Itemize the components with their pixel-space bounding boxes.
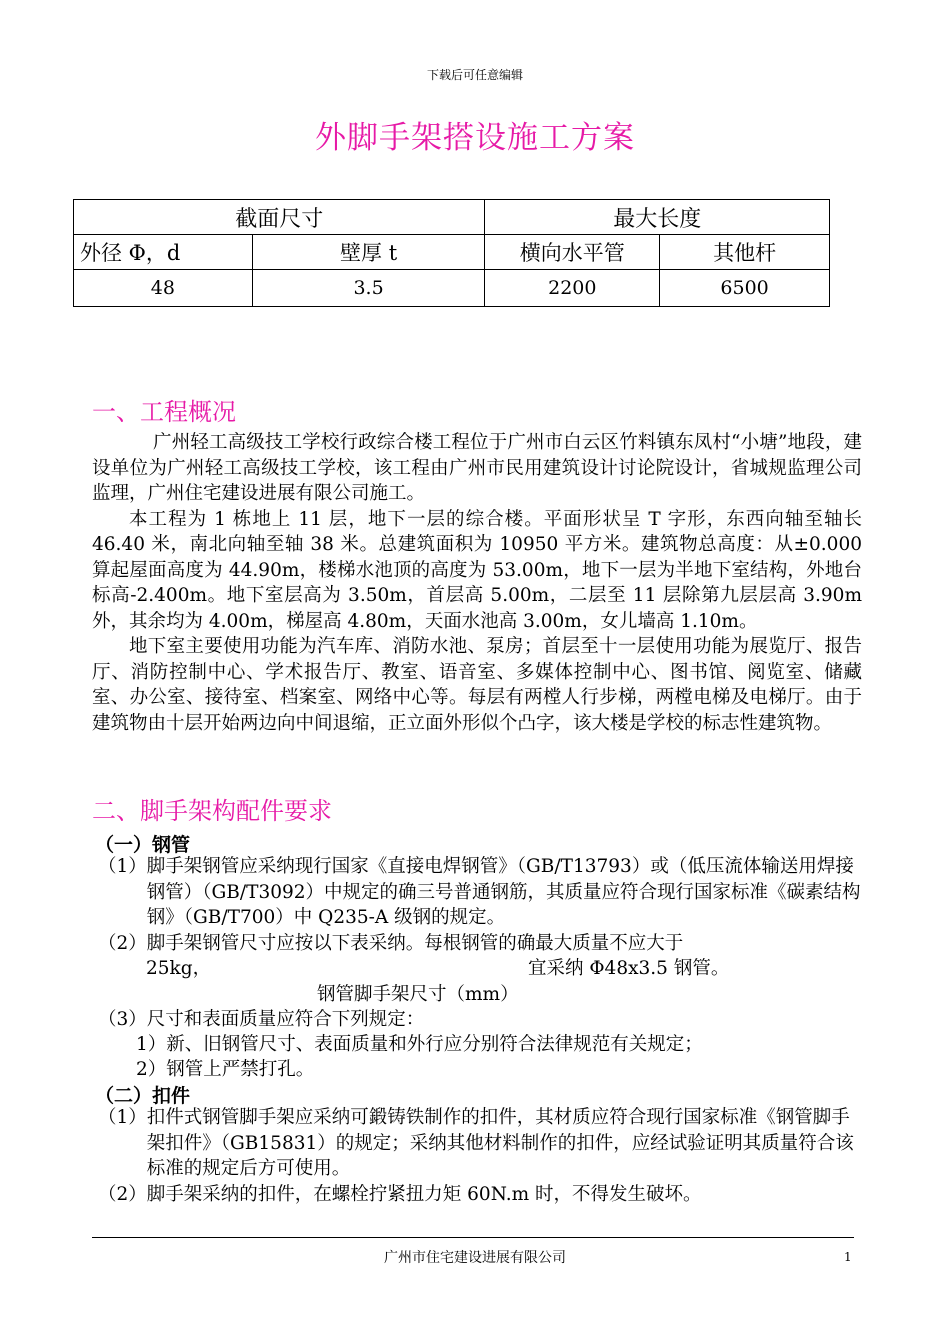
- list-item: [98, 1182, 868, 1208]
- item-number: （1）: [98, 856, 147, 877]
- table-caption: 钢管脚手架尺寸（mm）: [317, 984, 519, 1005]
- table-cell: 横向水平管: [485, 235, 660, 270]
- footer-company: 广州市住宅建设进展有限公司: [384, 1250, 566, 1266]
- list-item: [98, 854, 868, 931]
- subheading-fasteners: （二）扣件: [95, 1085, 191, 1107]
- item-text: 25kg，: [146, 958, 212, 979]
- overview-body: [92, 430, 862, 736]
- section-heading-components: 二、脚手架构配件要求: [92, 797, 332, 825]
- paragraph: 地下室主要使用功能为汽车库、消防水池、泵房；首层至十一层使用功能为展览厅、报告厅、消防控制中心、学术报告厅、教室、语音室、多媒体控制中心、图书馆、阅览室、储藏室、办公室、接待室、档案室、网络中心等。每层有两樘人行步梯，两樘电梯及电梯厅。由于建筑物由十层开始两边向中间退缩，正立面外形似个凸字，该大楼是学校的标志性建筑物。: [92, 636, 862, 734]
- table-cell: 48: [74, 270, 253, 307]
- table-row: [74, 270, 830, 307]
- table-cell: 最大长度: [485, 200, 830, 235]
- item-text: 脚手架钢管应采纳现行国家《直接电焊钢管》（GB/T13793）或（低压流体输送用焊接钢管）（GB/T3092）中规定的确三号普通钢筋，其质量应符合现行国家标准《碳素结构钢》（GB/T700）中 Q235-A 级钢的规定。: [146, 856, 861, 928]
- sub-item: 2）钢管上严禁打孔。: [136, 1059, 315, 1080]
- sub-item: 1）新、旧钢管尺寸、表面质量和外行应分别符合法律规范有关规定；: [136, 1034, 703, 1055]
- table-cell: 壁厚 t: [252, 235, 485, 270]
- spec-table: [73, 199, 830, 307]
- item-text: 尺寸和表面质量应符合下列规定：: [146, 1009, 425, 1030]
- item-number: （3）: [98, 1009, 147, 1030]
- paragraph: 本工程为 1 栋地上 11 层，地下一层的综合楼。平面形状呈 T 字形，东西向轴至轴长 46.40 米，南北向轴至轴 38 米。总建筑面积为 10950 平方米。建筑物总高度：从±0.000 算起屋面高度为 44.90m，楼梯水池顶的高度为 53.00m，地下一层为半地下室结构，外地台标高-2.400m。地下室层高为 3.50m，首层高 5.00m，二层至 11 层除第九层层高 3.90m 外，其余均为 4.00m，梯屋高 4.80m，天面水池高 3.00m，女儿墙高 1.10m。: [92, 508, 862, 632]
- item-text: 脚手架钢管尺寸应按以下表采纳。每根钢管的确最大质量不应大于: [146, 933, 684, 954]
- footer-divider: [92, 1237, 854, 1238]
- list-item: [98, 1007, 868, 1033]
- list-item: [98, 1105, 868, 1182]
- table-cell: 6500: [660, 270, 830, 307]
- document-title: 外脚手架搭设施工方案: [315, 120, 635, 156]
- table-row: [74, 235, 830, 270]
- item-number: （2）: [98, 1184, 147, 1205]
- item-text: 脚手架采纳的扣件，在螺栓拧紧扭力矩 60N.m 时，不得发生破坏。: [146, 1184, 702, 1205]
- table-cell: 2200: [485, 270, 660, 307]
- table-cell: 截面尺寸: [74, 200, 485, 235]
- page-number: 1: [844, 1250, 852, 1264]
- item-number: （1）: [98, 1107, 147, 1128]
- table-row: [74, 200, 830, 235]
- table-cell: 外径 Φ，d: [74, 235, 253, 270]
- table-cell: 3.5: [252, 270, 485, 307]
- subheading-steel-pipe: （一）钢管: [95, 834, 191, 856]
- paragraph: 广州轻工高级技工学校行政综合楼工程位于广州市白云区竹料镇东凤村“小塘”地段，建设单位为广州轻工高级技工学校，该工程由广州市民用建筑设计讨论院设计，省城规监理公司监理，广州住宅建设进展有限公司施工。: [92, 432, 862, 504]
- header-note: 下载后可任意编辑: [426, 68, 523, 82]
- table-cell: 其他杆: [660, 235, 830, 270]
- section-heading-overview: 一、工程概况: [92, 398, 236, 426]
- item-text: 宜采纳 Φ48x3.5 钢管。: [528, 958, 730, 979]
- list-item: [98, 931, 868, 957]
- item-text: 扣件式钢管脚手架应采纳可鍛铸铁制作的扣件，其材质应符合现行国家标准《钢管脚手架扣件》（GB15831）的规定；采纳其他材料制作的扣件，应经试验证明其质量符合该标准的规定后方可使用。: [146, 1107, 854, 1179]
- item-number: （2）: [98, 933, 147, 954]
